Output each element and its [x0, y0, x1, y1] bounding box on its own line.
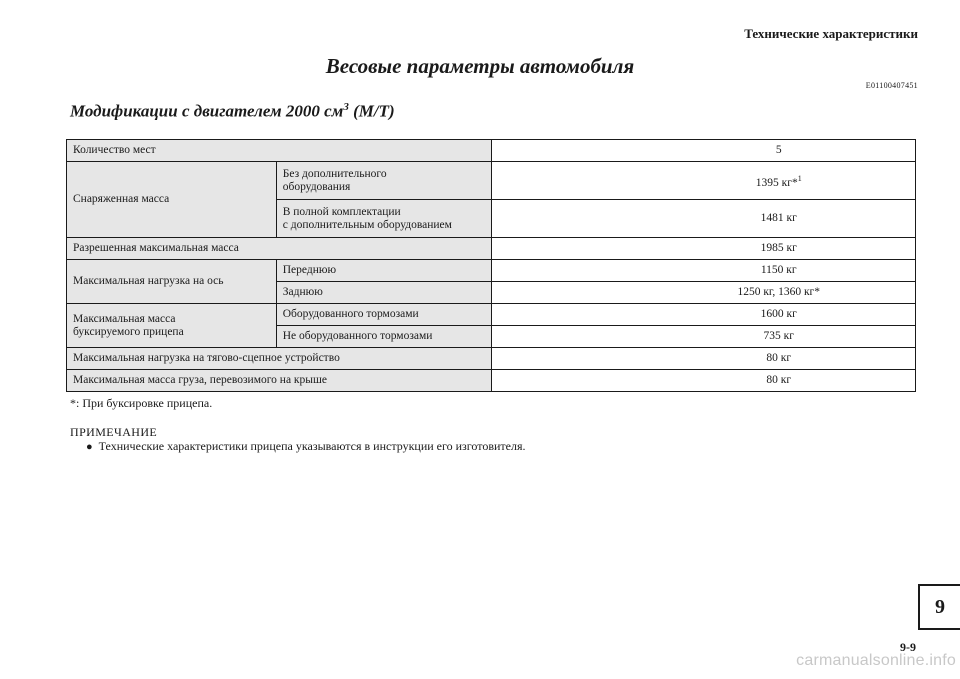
watermark: carmanualsonline.info: [796, 652, 956, 669]
axle-rear-value: [492, 282, 916, 304]
towbar-load-value-text: 80 кг: [766, 352, 792, 364]
axle-load-label: Максимальная нагрузка на ось: [67, 260, 277, 304]
note-item: [86, 439, 526, 454]
max-mass-value: [492, 238, 916, 260]
table-row: [67, 260, 916, 282]
document-code: E01100407451: [865, 81, 918, 90]
trailer-braked-label: Оборудованного тормозами: [276, 304, 492, 326]
curb-mass-full-label: В полной комплектации с дополнительным оборудованием: [276, 200, 492, 238]
roof-load-label: Максимальная масса груза, перевозимого на крыше: [67, 370, 492, 392]
axle-front-label: Переднюю: [276, 260, 492, 282]
subtitle-superscript: 3: [343, 101, 349, 113]
towbar-load-label: Максимальная нагрузка на тягово-сцепное устройство: [67, 348, 492, 370]
page-number: 9-9: [900, 640, 916, 654]
max-mass-label: Разрешенная максимальная масса: [67, 238, 492, 260]
table-row: [67, 304, 916, 326]
trailer-unbraked-value-text: 735 кг: [763, 330, 794, 342]
roof-load-value-text: 80 кг: [766, 374, 792, 386]
curb-mass-label: Снаряженная масса: [67, 162, 277, 238]
towbar-load-value: [492, 348, 916, 370]
axle-rear-label: Заднюю: [276, 282, 492, 304]
axle-front-value-text: 1150 кг: [760, 264, 797, 276]
section-subtitle: [70, 101, 395, 122]
page-title: Весовые параметры автомобиля: [325, 54, 635, 78]
curb-mass-base-value-text: [606, 172, 802, 190]
bullet-icon: ●: [86, 441, 93, 453]
note-text: Технические характеристики прицепа указываются в инструкции его изготовителя.: [98, 439, 526, 453]
curb-mass-base-label: Без дополнительного оборудования: [276, 162, 492, 200]
running-header: Технические характеристики: [744, 26, 918, 41]
chapter-tab-number: 9: [935, 595, 945, 618]
chapter-tab: [918, 584, 960, 630]
note-heading: ПРИМЕЧАНИЕ: [70, 425, 158, 439]
curb-mass-full-value-text: 1481 кг: [760, 212, 797, 224]
footnote: *: При буксировке прицепа.: [70, 396, 213, 410]
trailer-braked-value: [492, 304, 916, 326]
table-row: [67, 348, 916, 370]
trailer-unbraked-label: Не оборудованного тормозами: [276, 326, 492, 348]
curb-mass-full-value: [492, 200, 916, 238]
axle-front-value: [492, 260, 916, 282]
footnote-marker: 1: [797, 173, 802, 183]
seats-value: [492, 140, 916, 162]
seats-value-text: 5: [775, 144, 782, 156]
trailer-braked-value-text: 1600 кг: [760, 308, 797, 320]
max-mass-value-text: 1985 кг: [760, 242, 797, 254]
subtitle-tail: (M/T): [348, 101, 395, 121]
table-row: [67, 162, 916, 200]
table-row: [67, 140, 916, 162]
curb-mass-base-value: [492, 162, 916, 200]
trailer-unbraked-value: [492, 326, 916, 348]
table-row: [67, 238, 916, 260]
table-row: [67, 370, 916, 392]
subtitle-text: Модификации с двигателем 2000 см: [70, 101, 344, 121]
weight-spec-table: [66, 139, 916, 392]
curb-mass-base-number: 1395 кг*: [755, 176, 798, 189]
seats-label: Количество мест: [67, 140, 492, 162]
axle-rear-value-text: 1250 кг, 1360 кг*: [737, 286, 821, 298]
trailer-mass-label: Максимальная масса буксируемого прицепа: [67, 304, 277, 348]
roof-load-value: [492, 370, 916, 392]
